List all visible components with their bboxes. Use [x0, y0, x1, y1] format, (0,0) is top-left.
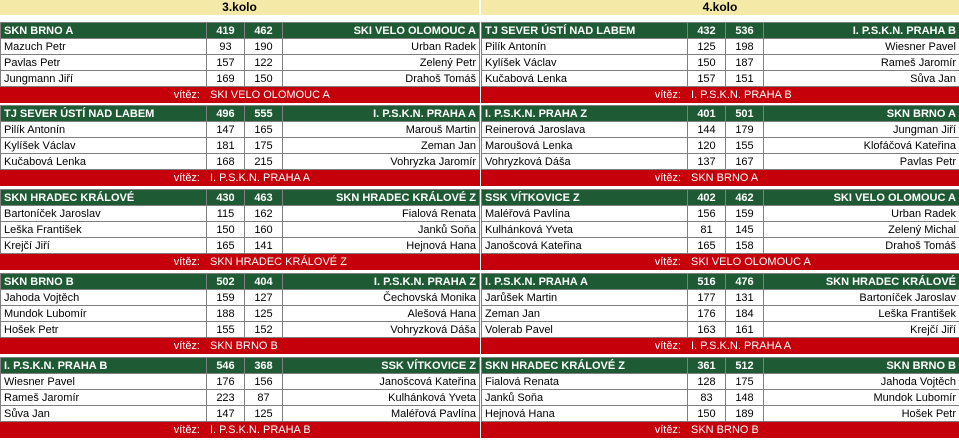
player-row	[482, 55, 959, 71]
winner-team-name: I. P.S.K.N. PRAHA A	[207, 170, 480, 186]
opponent-name: Kulhánková Yveta	[283, 390, 480, 406]
winner-row	[1, 254, 480, 270]
player-name: Kylíšek Václav	[1, 138, 207, 154]
home-total-1: 496	[207, 106, 245, 122]
away-team-name: SSK VÍTKOVICE Z	[283, 358, 480, 374]
score-2: 179	[726, 122, 764, 138]
player-name: Janků Soňa	[482, 390, 688, 406]
score-2: 122	[245, 55, 283, 71]
player-row	[482, 154, 959, 170]
player-row	[1, 71, 480, 87]
player-row	[482, 122, 959, 138]
home-total-1: 546	[207, 358, 245, 374]
home-total-2: 368	[245, 358, 283, 374]
opponent-name: Mundok Lubomír	[764, 390, 959, 406]
player-name: Pilík Antonín	[1, 122, 207, 138]
player-name: Maroušová Lenka	[482, 138, 688, 154]
winner-label: vítěz:	[482, 254, 688, 270]
score-1: 168	[207, 154, 245, 170]
player-row	[482, 222, 959, 238]
match-header-row	[482, 274, 959, 290]
home-total-2: 536	[726, 23, 764, 39]
winner-row	[482, 338, 959, 354]
home-total-2: 462	[245, 23, 283, 39]
opponent-name: Čechovská Monika	[283, 290, 480, 306]
home-team-name: TJ SEVER ÚSTÍ NAD LABEM	[1, 106, 207, 122]
opponent-name: Leška František	[764, 306, 959, 322]
score-2: 155	[726, 138, 764, 154]
opponent-name: Vohryzková Dáša	[283, 322, 480, 338]
score-2: 145	[726, 222, 764, 238]
player-name: Bartoníček Jaroslav	[1, 206, 207, 222]
score-1: 188	[207, 306, 245, 322]
score-2: 150	[245, 71, 283, 87]
winner-row	[1, 338, 480, 354]
away-team-name: I. P.S.K.N. PRAHA B	[764, 23, 959, 39]
player-name: Sůva Jan	[1, 406, 207, 422]
player-name: Kylíšek Václav	[482, 55, 688, 71]
player-name: Wiesner Pavel	[1, 374, 207, 390]
match-header-row	[1, 274, 480, 290]
opponent-name: Zeman Jan	[283, 138, 480, 154]
score-1: 93	[207, 39, 245, 55]
winner-row	[482, 87, 959, 103]
winner-team-name: SKN BRNO B	[688, 422, 959, 438]
home-total-1: 430	[207, 190, 245, 206]
score-1: 150	[688, 406, 726, 422]
score-1: 150	[207, 222, 245, 238]
match-block	[0, 273, 480, 354]
player-row	[482, 306, 959, 322]
score-2: 215	[245, 154, 283, 170]
player-row	[482, 39, 959, 55]
opponent-name: Janků Soňa	[283, 222, 480, 238]
opponent-name: Drahoš Tomáš	[764, 238, 959, 254]
round-title: 4.kolo	[481, 0, 959, 15]
opponent-name: Jungman Jiří	[764, 122, 959, 138]
player-row	[482, 374, 959, 390]
home-total-2: 462	[726, 190, 764, 206]
score-1: 165	[688, 238, 726, 254]
match-block	[0, 105, 480, 186]
player-row	[1, 122, 480, 138]
home-total-2: 501	[726, 106, 764, 122]
away-team-name: SKN BRNO B	[764, 358, 959, 374]
opponent-name: Krejčí Jiří	[764, 322, 959, 338]
player-name: Mazuch Petr	[1, 39, 207, 55]
opponent-name: Hejnová Hana	[283, 238, 480, 254]
player-name: Zeman Jan	[482, 306, 688, 322]
match-header-row	[1, 106, 480, 122]
player-name: Janošcová Kateřina	[482, 238, 688, 254]
home-team-name: SKN BRNO A	[1, 23, 207, 39]
player-row	[1, 238, 480, 254]
score-1: 169	[207, 71, 245, 87]
home-total-1: 401	[688, 106, 726, 122]
score-2: 161	[726, 322, 764, 338]
score-1: 120	[688, 138, 726, 154]
opponent-name: Hošek Petr	[764, 406, 959, 422]
winner-team-name: I. P.S.K.N. PRAHA B	[688, 87, 959, 103]
player-row	[1, 322, 480, 338]
match-block	[0, 189, 480, 270]
opponent-name: Klofáčová Kateřina	[764, 138, 959, 154]
player-name: Mundok Lubomír	[1, 306, 207, 322]
away-team-name: I. P.S.K.N. PRAHA A	[283, 106, 480, 122]
winner-team-name: I. P.S.K.N. PRAHA A	[688, 338, 959, 354]
score-1: 156	[688, 206, 726, 222]
match-table	[0, 273, 480, 354]
home-team-name: SKN HRADEC KRÁLOVÉ Z	[482, 358, 688, 374]
opponent-name: Marouš Martin	[283, 122, 480, 138]
player-row	[482, 406, 959, 422]
away-team-name: SKN BRNO A	[764, 106, 959, 122]
score-2: 152	[245, 322, 283, 338]
score-1: 157	[207, 55, 245, 71]
home-total-1: 502	[207, 274, 245, 290]
score-1: 165	[207, 238, 245, 254]
winner-label: vítěz:	[482, 422, 688, 438]
opponent-name: Alešová Hana	[283, 306, 480, 322]
match-table	[481, 357, 959, 438]
player-name: Fialová Renata	[482, 374, 688, 390]
player-row	[1, 39, 480, 55]
winner-label: vítěz:	[482, 87, 688, 103]
match-header-row	[482, 23, 959, 39]
score-1: 83	[688, 390, 726, 406]
score-2: 125	[245, 406, 283, 422]
home-total-2: 463	[245, 190, 283, 206]
player-name: Kulhánková Yveta	[482, 222, 688, 238]
match-table	[0, 189, 480, 270]
winner-row	[1, 422, 480, 438]
score-2: 165	[245, 122, 283, 138]
winner-row	[1, 87, 480, 103]
home-team-name: I. P.S.K.N. PRAHA B	[1, 358, 207, 374]
score-1: 137	[688, 154, 726, 170]
match-block	[481, 22, 959, 103]
match-header-row	[1, 190, 480, 206]
score-1: 181	[207, 138, 245, 154]
winner-label: vítěz:	[1, 87, 207, 103]
score-2: 162	[245, 206, 283, 222]
score-2: 187	[726, 55, 764, 71]
home-total-2: 512	[726, 358, 764, 374]
score-2: 131	[726, 290, 764, 306]
player-row	[482, 322, 959, 338]
score-1: 223	[207, 390, 245, 406]
winner-label: vítěz:	[1, 338, 207, 354]
away-team-name: SKN HRADEC KRÁLOVÉ	[764, 274, 959, 290]
score-2: 125	[245, 306, 283, 322]
score-1: 125	[688, 39, 726, 55]
player-name: Jahoda Vojtěch	[1, 290, 207, 306]
score-2: 87	[245, 390, 283, 406]
score-1: 163	[688, 322, 726, 338]
home-total-1: 361	[688, 358, 726, 374]
match-header-row	[482, 358, 959, 374]
match-table	[0, 357, 480, 438]
score-1: 155	[207, 322, 245, 338]
score-2: 167	[726, 154, 764, 170]
score-2: 156	[245, 374, 283, 390]
score-1: 147	[207, 122, 245, 138]
home-team-name: SKN HRADEC KRÁLOVÉ	[1, 190, 207, 206]
player-name: Kučabová Lenka	[1, 154, 207, 170]
score-1: 176	[688, 306, 726, 322]
score-1: 157	[688, 71, 726, 87]
home-total-1: 516	[688, 274, 726, 290]
score-1: 115	[207, 206, 245, 222]
winner-label: vítěz:	[482, 338, 688, 354]
score-2: 151	[726, 71, 764, 87]
match-table	[481, 105, 959, 186]
score-1: 177	[688, 290, 726, 306]
match-table	[481, 22, 959, 103]
player-name: Reinerová Jaroslava	[482, 122, 688, 138]
away-team-name: SKN HRADEC KRÁLOVÉ Z	[283, 190, 480, 206]
winner-team-name: SKN BRNO A	[688, 170, 959, 186]
winner-label: vítěz:	[482, 170, 688, 186]
player-row	[1, 222, 480, 238]
match-header-row	[1, 23, 480, 39]
score-2: 148	[726, 390, 764, 406]
match-block	[481, 189, 959, 270]
player-row	[1, 390, 480, 406]
winner-label: vítěz:	[1, 170, 207, 186]
winner-team-name: SKI VELO OLOMOUC A	[207, 87, 480, 103]
player-name: Volerab Pavel	[482, 322, 688, 338]
match-block	[0, 357, 480, 438]
score-1: 159	[207, 290, 245, 306]
player-row	[1, 55, 480, 71]
match-header-row	[482, 190, 959, 206]
score-2: 159	[726, 206, 764, 222]
home-total-2: 555	[245, 106, 283, 122]
player-name: Pilík Antonín	[482, 39, 688, 55]
score-2: 160	[245, 222, 283, 238]
match-block	[0, 22, 480, 103]
round-column	[0, 0, 479, 447]
player-row	[482, 290, 959, 306]
match-header-row	[1, 358, 480, 374]
player-row	[482, 390, 959, 406]
score-2: 175	[726, 374, 764, 390]
opponent-name: Wiesner Pavel	[764, 39, 959, 55]
score-2: 189	[726, 406, 764, 422]
opponent-name: Urban Radek	[764, 206, 959, 222]
winner-team-name: SKN HRADEC KRÁLOVÉ Z	[207, 254, 480, 270]
opponent-name: Rameš Jaromír	[764, 55, 959, 71]
score-2: 190	[245, 39, 283, 55]
match-block	[481, 105, 959, 186]
home-team-name: TJ SEVER ÚSTÍ NAD LABEM	[482, 23, 688, 39]
player-row	[482, 138, 959, 154]
player-name: Kučabová Lenka	[482, 71, 688, 87]
winner-row	[482, 422, 959, 438]
score-2: 184	[726, 306, 764, 322]
match-table	[0, 105, 480, 186]
winner-row	[482, 254, 959, 270]
home-total-1: 419	[207, 23, 245, 39]
winner-team-name: SKN BRNO B	[207, 338, 480, 354]
player-row	[1, 206, 480, 222]
score-1: 81	[688, 222, 726, 238]
opponent-name: Zelený Michal	[764, 222, 959, 238]
opponent-name: Vohryzka Jaromír	[283, 154, 480, 170]
player-name: Jungmann Jiří	[1, 71, 207, 87]
home-team-name: SKN BRNO B	[1, 274, 207, 290]
player-row	[482, 71, 959, 87]
away-team-name: SKI VELO OLOMOUC A	[283, 23, 480, 39]
player-name: Hejnová Hana	[482, 406, 688, 422]
home-team-name: I. P.S.K.N. PRAHA Z	[482, 106, 688, 122]
opponent-name: Bartoníček Jaroslav	[764, 290, 959, 306]
match-block	[481, 357, 959, 438]
score-1: 128	[688, 374, 726, 390]
score-2: 198	[726, 39, 764, 55]
player-name: Maléřová Pavlína	[482, 206, 688, 222]
opponent-name: Zelený Petr	[283, 55, 480, 71]
player-row	[482, 206, 959, 222]
home-total-2: 476	[726, 274, 764, 290]
player-row	[1, 406, 480, 422]
player-row	[482, 238, 959, 254]
winner-row	[1, 170, 480, 186]
match-table	[0, 22, 480, 103]
opponent-name: Maléřová Pavlína	[283, 406, 480, 422]
player-row	[1, 374, 480, 390]
player-name: Leška František	[1, 222, 207, 238]
match-table	[481, 189, 959, 270]
match-block	[481, 273, 959, 354]
match-table	[481, 273, 959, 354]
home-total-2: 404	[245, 274, 283, 290]
player-row	[1, 290, 480, 306]
opponent-name: Sůva Jan	[764, 71, 959, 87]
score-2: 141	[245, 238, 283, 254]
away-team-name: SKI VELO OLOMOUC A	[764, 190, 959, 206]
opponent-name: Jahoda Vojtěch	[764, 374, 959, 390]
player-row	[1, 306, 480, 322]
round-column	[481, 0, 959, 447]
score-2: 175	[245, 138, 283, 154]
away-team-name: I. P.S.K.N. PRAHA Z	[283, 274, 480, 290]
opponent-name: Janošcová Kateřina	[283, 374, 480, 390]
opponent-name: Fialová Renata	[283, 206, 480, 222]
home-total-1: 402	[688, 190, 726, 206]
home-team-name: SSK VÍTKOVICE Z	[482, 190, 688, 206]
score-1: 147	[207, 406, 245, 422]
player-name: Vohryzková Dáša	[482, 154, 688, 170]
score-2: 127	[245, 290, 283, 306]
home-total-1: 432	[688, 23, 726, 39]
score-2: 158	[726, 238, 764, 254]
round-title: 3.kolo	[0, 0, 479, 15]
winner-label: vítěz:	[1, 254, 207, 270]
winner-team-name: SKI VELO OLOMOUC A	[688, 254, 959, 270]
player-name: Jarůšek Martin	[482, 290, 688, 306]
score-1: 144	[688, 122, 726, 138]
score-1: 150	[688, 55, 726, 71]
opponent-name: Urban Radek	[283, 39, 480, 55]
winner-row	[482, 170, 959, 186]
opponent-name: Pavlas Petr	[764, 154, 959, 170]
player-name: Rameš Jaromír	[1, 390, 207, 406]
match-header-row	[482, 106, 959, 122]
player-name: Krejčí Jiří	[1, 238, 207, 254]
winner-team-name: I. P.S.K.N. PRAHA B	[207, 422, 480, 438]
player-row	[1, 154, 480, 170]
player-row	[1, 138, 480, 154]
score-1: 176	[207, 374, 245, 390]
winner-label: vítěz:	[1, 422, 207, 438]
player-name: Pavlas Petr	[1, 55, 207, 71]
opponent-name: Drahoš Tomáš	[283, 71, 480, 87]
home-team-name: I. P.S.K.N. PRAHA A	[482, 274, 688, 290]
player-name: Hošek Petr	[1, 322, 207, 338]
